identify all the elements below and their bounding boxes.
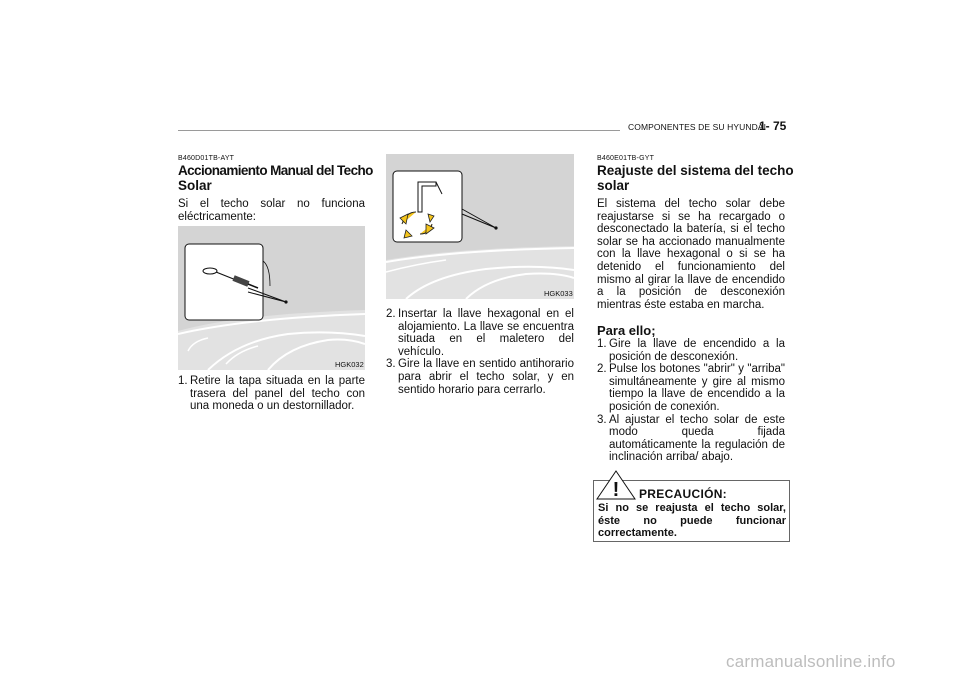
figure-insert-key <box>386 154 574 299</box>
heading-line: Reajuste del sistema del techo <box>597 163 794 178</box>
section-heading <box>178 163 373 193</box>
step-number: 1. <box>178 375 188 387</box>
step-text: Al ajustar el techo solar de este modo queda fijada automáticamente la regulación de inclinación arriba/ abajo. <box>609 413 785 464</box>
heading-line: solar <box>597 178 630 193</box>
list-item <box>386 358 574 396</box>
page-number: 1- 75 <box>759 119 787 133</box>
caution-text: Si no se reajusta el techo solar, éste no puede funcionar correctamente. <box>598 502 786 540</box>
caution-title: PRECAUCIÓN: <box>639 487 727 501</box>
figure-remove-cover <box>178 226 365 370</box>
roof-key-illustration <box>386 154 574 299</box>
warning-symbol: ! <box>612 479 620 500</box>
list-item <box>597 414 785 464</box>
step-number: 3. <box>386 358 396 371</box>
section-title: COMPONENTES DE SU HYUNDAI <box>628 122 767 132</box>
heading-line: Solar <box>178 178 212 193</box>
list-item <box>597 338 785 363</box>
figure-label: HGK032 <box>335 360 364 369</box>
subheading: Para ello; <box>597 323 656 338</box>
step-number: 2. <box>597 363 607 376</box>
step-number: 3. <box>597 413 607 426</box>
figure-label: HGK033 <box>544 289 573 298</box>
step-text: Gire la llave en sentido antihorario para abrir el techo solar, y en sentido horario para cerrarlo. <box>398 358 574 396</box>
step-text: Retire la tapa situada en la parte trasera del panel del techo con una moneda o un destornillador. <box>190 375 365 413</box>
step-text: Insertar la llave hexagonal en el alojamiento. La llave se encuentra situada en el maletero del vehículo. <box>398 308 574 358</box>
step-text: Gire la llave de encendido a la posición de desconexión. <box>609 338 785 363</box>
step-number: 2. <box>386 308 396 320</box>
intro-line: Si el techo solar no funciona <box>178 198 365 210</box>
warning-icon <box>596 470 636 505</box>
list-item <box>597 363 785 413</box>
step-text: Pulse los botones "abrir" y "arriba" simultáneamente y gire al mismo tiempo la llave de encendido a la posición de conexión. <box>609 363 785 413</box>
steps-list-1 <box>178 375 365 413</box>
roof-illustration <box>178 226 365 370</box>
step-number: 1. <box>597 338 607 350</box>
list-item <box>386 308 574 358</box>
header-rule <box>178 130 620 131</box>
steps-list-3 <box>597 338 785 464</box>
heading-line: Accionamiento Manual del Techo <box>178 163 373 178</box>
watermark: carmanualsonline.info <box>726 652 896 671</box>
section-code: B460E01TB-GYT <box>597 155 655 162</box>
steps-list-2 <box>386 308 574 396</box>
list-item <box>178 375 365 413</box>
intro-line: eléctricamente: <box>178 210 256 223</box>
intro-text <box>178 198 365 223</box>
section-code: B460D01TB-AYT <box>178 155 235 162</box>
reset-paragraph: El sistema del techo solar debe reajustarse si se ha recargado o desconectado la batería, si el techo solar se ha accionado manualmente con la llave hexagonal o si se ha detenido el funcionamiento del mismo al girar la llave de encendido a la posición de desconexión mientras éste estaba en marcha. <box>597 198 785 311</box>
section-heading <box>597 163 794 193</box>
